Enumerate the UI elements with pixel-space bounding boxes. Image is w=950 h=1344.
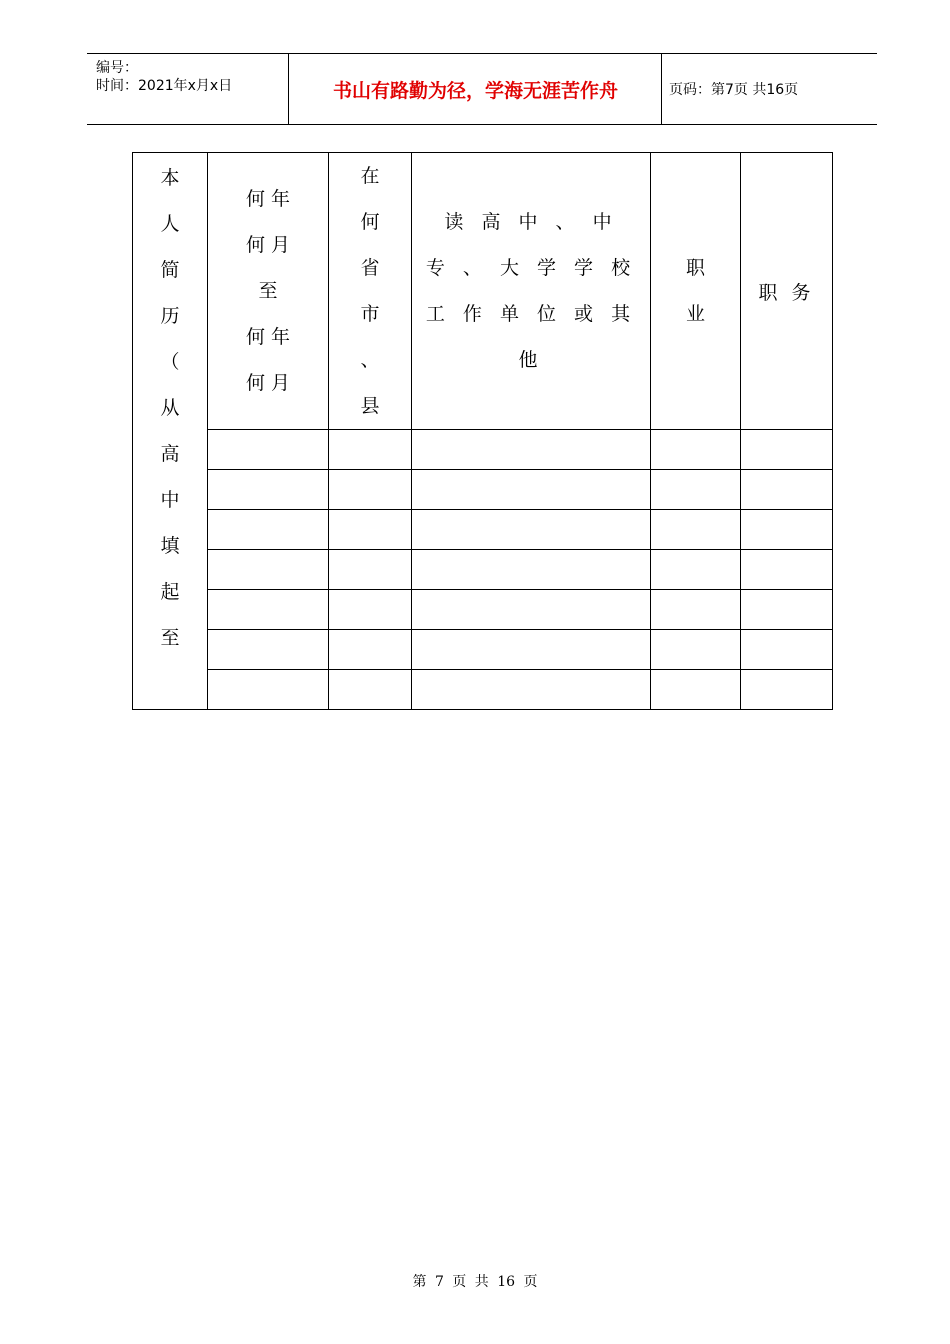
header-period bbox=[208, 153, 329, 430]
occupation-char: 业 bbox=[685, 303, 705, 325]
resume-table bbox=[132, 152, 833, 710]
resume-side-label bbox=[133, 153, 208, 710]
table-cell[interactable] bbox=[208, 550, 329, 590]
table-row bbox=[133, 550, 833, 590]
table-cell[interactable] bbox=[651, 430, 741, 470]
header-position-label: 职 务 bbox=[758, 281, 815, 304]
table-cell[interactable] bbox=[329, 510, 412, 550]
side-label-char: 历 bbox=[160, 305, 180, 327]
period-line: 何 年 bbox=[245, 188, 291, 210]
table-cell[interactable] bbox=[329, 630, 412, 670]
table-cell[interactable] bbox=[329, 470, 412, 510]
table-cell[interactable] bbox=[412, 550, 651, 590]
side-label-char: 中 bbox=[160, 489, 180, 511]
header-school bbox=[412, 153, 651, 430]
header-place bbox=[329, 153, 412, 430]
table-header-row bbox=[133, 153, 833, 430]
table-row bbox=[133, 430, 833, 470]
table-row bbox=[133, 630, 833, 670]
table-cell[interactable] bbox=[208, 670, 329, 710]
side-label-char: 简 bbox=[160, 259, 180, 281]
table-cell[interactable] bbox=[412, 430, 651, 470]
table-cell[interactable] bbox=[329, 550, 412, 590]
table-cell[interactable] bbox=[741, 470, 833, 510]
table-cell[interactable] bbox=[741, 670, 833, 710]
place-char: 何 bbox=[360, 211, 380, 233]
header-divider bbox=[661, 54, 662, 124]
document-time-label: 时间：2021年x月x日 bbox=[96, 78, 233, 94]
school-line: 读 高 中 、 中 bbox=[444, 211, 618, 233]
header-position bbox=[741, 153, 833, 430]
table-cell[interactable] bbox=[741, 590, 833, 630]
document-number-label: 编号： bbox=[96, 60, 138, 76]
page-header bbox=[87, 53, 877, 125]
school-line: 专 、 大 学 学 校 bbox=[425, 257, 637, 279]
place-char: 、 bbox=[360, 349, 380, 371]
place-char: 省 bbox=[360, 257, 380, 279]
period-line: 何 年 bbox=[245, 326, 291, 348]
table-cell[interactable] bbox=[651, 550, 741, 590]
table-cell[interactable] bbox=[329, 670, 412, 710]
school-line: 工 作 单 位 或 其 bbox=[425, 303, 637, 325]
period-line: 何 月 bbox=[245, 234, 291, 256]
occupation-char: 职 bbox=[685, 257, 705, 279]
place-char: 县 bbox=[360, 395, 380, 417]
table-cell[interactable] bbox=[651, 470, 741, 510]
side-label-char: 人 bbox=[160, 213, 180, 235]
table-cell[interactable] bbox=[208, 510, 329, 550]
table-row bbox=[133, 670, 833, 710]
page-footer: 第 7 页 共 16 页 bbox=[412, 1274, 538, 1290]
table-cell[interactable] bbox=[412, 630, 651, 670]
table-cell[interactable] bbox=[651, 590, 741, 630]
table-cell[interactable] bbox=[329, 430, 412, 470]
side-label-char: 从 bbox=[160, 397, 180, 419]
header-motto: 书山有路勤为径，学海无涯苦作舟 bbox=[332, 79, 618, 102]
table-row bbox=[133, 510, 833, 550]
table-cell[interactable] bbox=[651, 510, 741, 550]
header-meta bbox=[96, 59, 232, 95]
table-cell[interactable] bbox=[651, 630, 741, 670]
table-cell[interactable] bbox=[741, 510, 833, 550]
table-cell[interactable] bbox=[208, 630, 329, 670]
table-cell[interactable] bbox=[208, 590, 329, 630]
table-cell[interactable] bbox=[741, 430, 833, 470]
table-cell[interactable] bbox=[412, 670, 651, 710]
table-cell[interactable] bbox=[651, 670, 741, 710]
period-line: 至 bbox=[258, 280, 278, 302]
table-cell[interactable] bbox=[412, 590, 651, 630]
header-page-number: 页码：第7页 共16页 bbox=[669, 82, 799, 98]
table-cell[interactable] bbox=[329, 590, 412, 630]
place-char: 在 bbox=[360, 165, 380, 187]
table-row bbox=[133, 590, 833, 630]
side-label-char: 填 bbox=[160, 535, 180, 557]
side-label-char: 至 bbox=[160, 627, 180, 649]
side-label-char: （ bbox=[160, 351, 180, 373]
place-char: 市 bbox=[360, 303, 380, 325]
table-row bbox=[133, 470, 833, 510]
table-cell[interactable] bbox=[208, 470, 329, 510]
school-line: 他 bbox=[518, 349, 544, 371]
header-occupation bbox=[651, 153, 741, 430]
table-cell[interactable] bbox=[412, 510, 651, 550]
side-label-char: 高 bbox=[160, 443, 180, 465]
side-label-char: 本 bbox=[160, 167, 180, 189]
table-cell[interactable] bbox=[208, 430, 329, 470]
table-cell[interactable] bbox=[412, 470, 651, 510]
table-cell[interactable] bbox=[741, 550, 833, 590]
period-line: 何 月 bbox=[245, 372, 291, 394]
table-cell[interactable] bbox=[741, 630, 833, 670]
side-label-char: 起 bbox=[160, 581, 180, 603]
